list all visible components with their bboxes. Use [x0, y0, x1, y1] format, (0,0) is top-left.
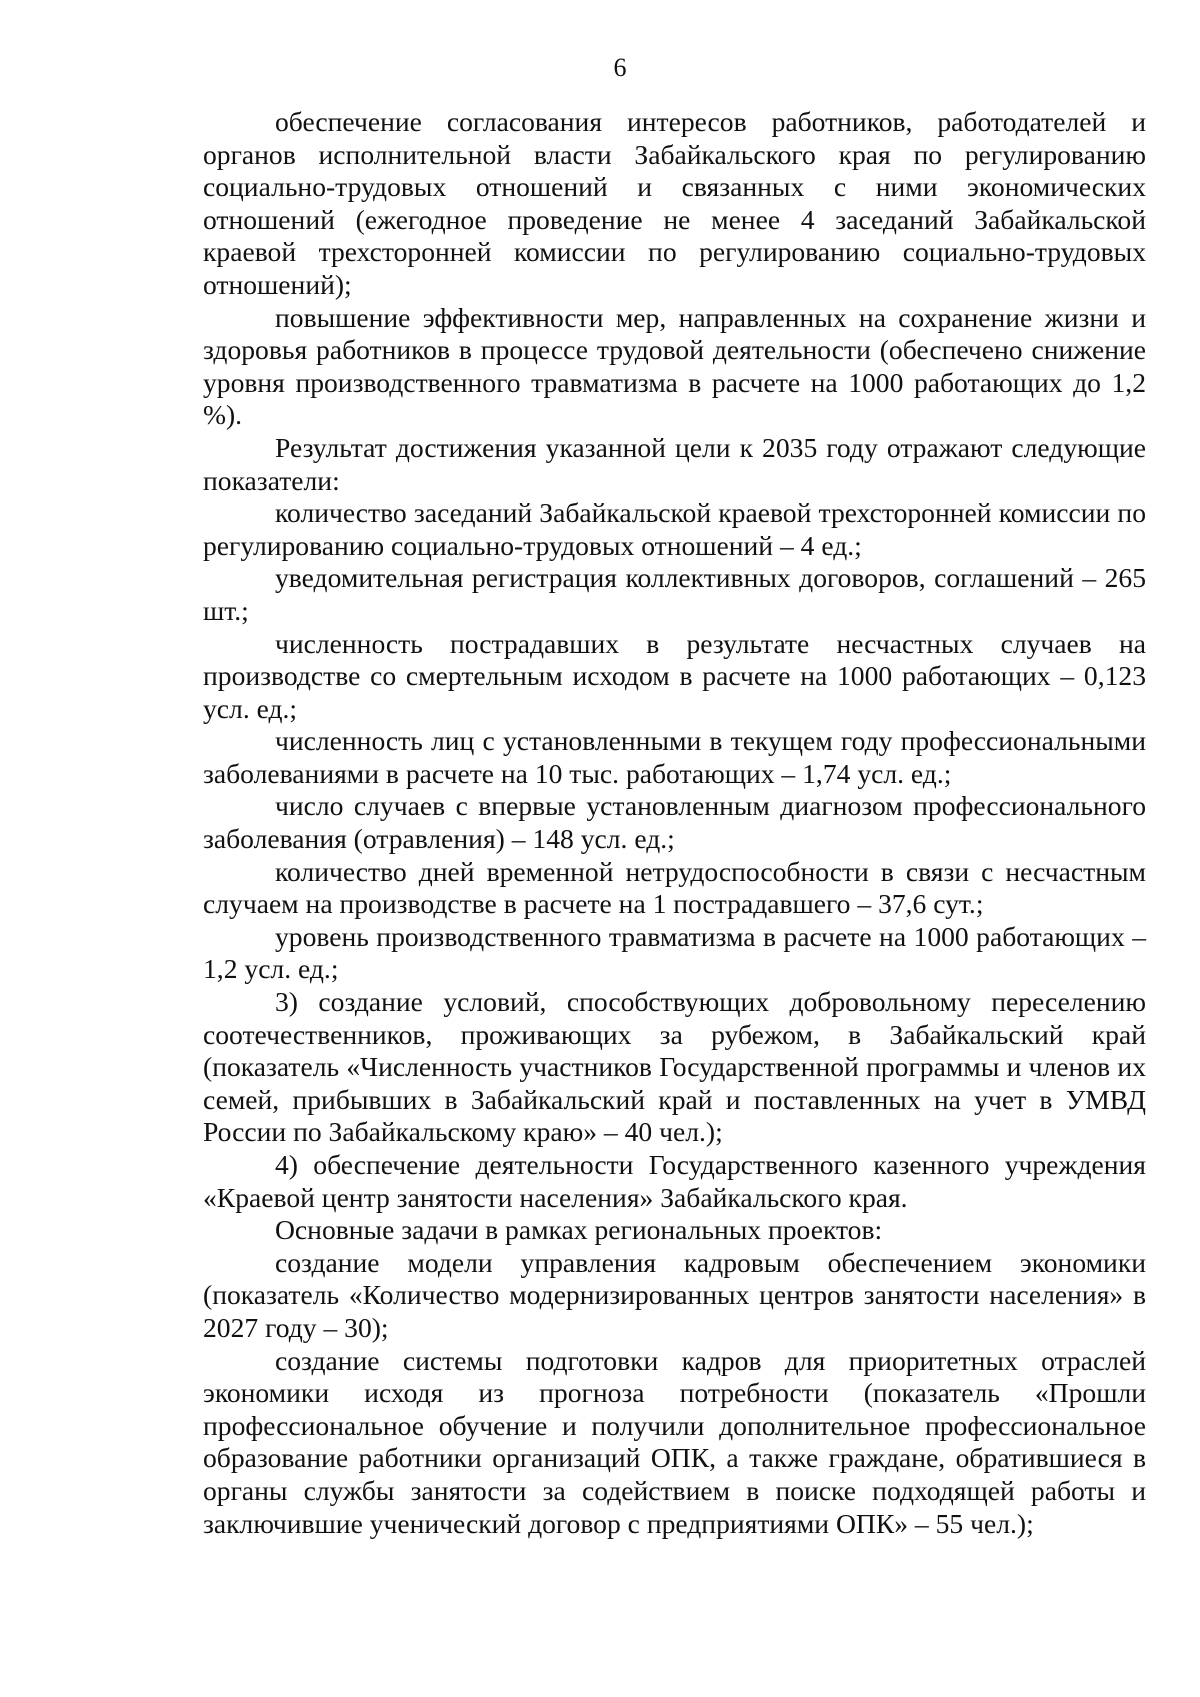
paragraph-occupational-diseases: численность лиц с установленными в текущем году профессиональными заболеваниями в расчете на 10 тыс. работающих – 1,74 усл. ед.;	[203, 725, 1146, 789]
paragraph-safety-measures: повышение эффективности мер, направленных на сохранение жизни и здоровья работников в процессе трудовой деятельности (обеспечено снижение уровня производственного травматизма в расчете на 1000 работающих до 1,2 %).	[203, 301, 1146, 431]
paragraph-training-system: создание системы подготовки кадров для приоритетных отраслей экономики исходя из прогноза потребности (показатель «Прошли профессиональное обучение и получили дополнительное профессиональное образование работники организаций ОПК, а также граждане, обратившиеся в органы службы занятости за содействием в поиске подходящей работы и заключившие ученический договор с предприятиями ОПК» – 55 чел.);	[203, 1344, 1146, 1539]
paragraph-collective-agreements: уведомительная регистрация коллективных договоров, соглашений – 265 шт.;	[203, 562, 1146, 626]
paragraph-regional-tasks: Основные задачи в рамках региональных проектов:	[275, 1214, 883, 1246]
page-number: 6	[613, 53, 627, 82]
paragraph-commission-meetings: количество заседаний Забайкальской краевой трехсторонней комиссии по регулированию социально-трудовых отношений – 4 ед.;	[203, 497, 1146, 561]
paragraph-resettlement: 3) создание условий, способствующих добровольному переселению соотечественников, проживающих за рубежом, в Забайкальский край (показатель «Численность участников Государственной программы и членов их семей, прибывших в Забайкальский край и поставленных на учет в УМВД России по Забайкальскому краю» – 40 чел.);	[203, 986, 1146, 1148]
document-body	[203, 106, 1146, 1540]
paragraph-first-diagnosis: число случаев с впервые установленным диагнозом профессионального заболевания (отравления) – 148 усл. ед.;	[203, 790, 1146, 855]
paragraph-staffing-model: создание модели управления кадровым обеспечением экономики (показатель «Количество модернизированных центров занятости населения» в 2027 году – 30);	[203, 1246, 1146, 1343]
paragraph-fatal-accidents: численность пострадавших в результате несчастных случаев на производстве со смертельным исходом в расчете на 1000 работающих – 0,123 усл. ед.;	[203, 627, 1146, 724]
paragraph-result-indicators: Результат достижения указанной цели к 2035 году отражают следующие показатели:	[203, 431, 1146, 496]
paragraph-injury-rate: уровень производственного травматизма в расчете на 1000 работающих – 1,2 усл. ед.;	[203, 920, 1146, 985]
paragraph-employment-center: 4) обеспечение деятельности Государственного казенного учреждения «Краевой центр занятости населения» Забайкальского края.	[203, 1149, 1146, 1213]
paragraph-disability-days: количество дней временной нетрудоспособности в связи с несчастным случаем на производстве в расчете на 1 пострадавшего – 37,6 сут.;	[203, 855, 1146, 920]
paragraph-coordination: обеспечение согласования интересов работников, работодателей и органов исполнительной власти Забайкальского края по регулированию социально-трудовых отношений и связанных с ними экономических отношений (ежегодное проведение не менее 4 заседаний Забайкальской краевой трехсторонней комиссии по регулированию социально-трудовых отношений);	[203, 106, 1146, 300]
